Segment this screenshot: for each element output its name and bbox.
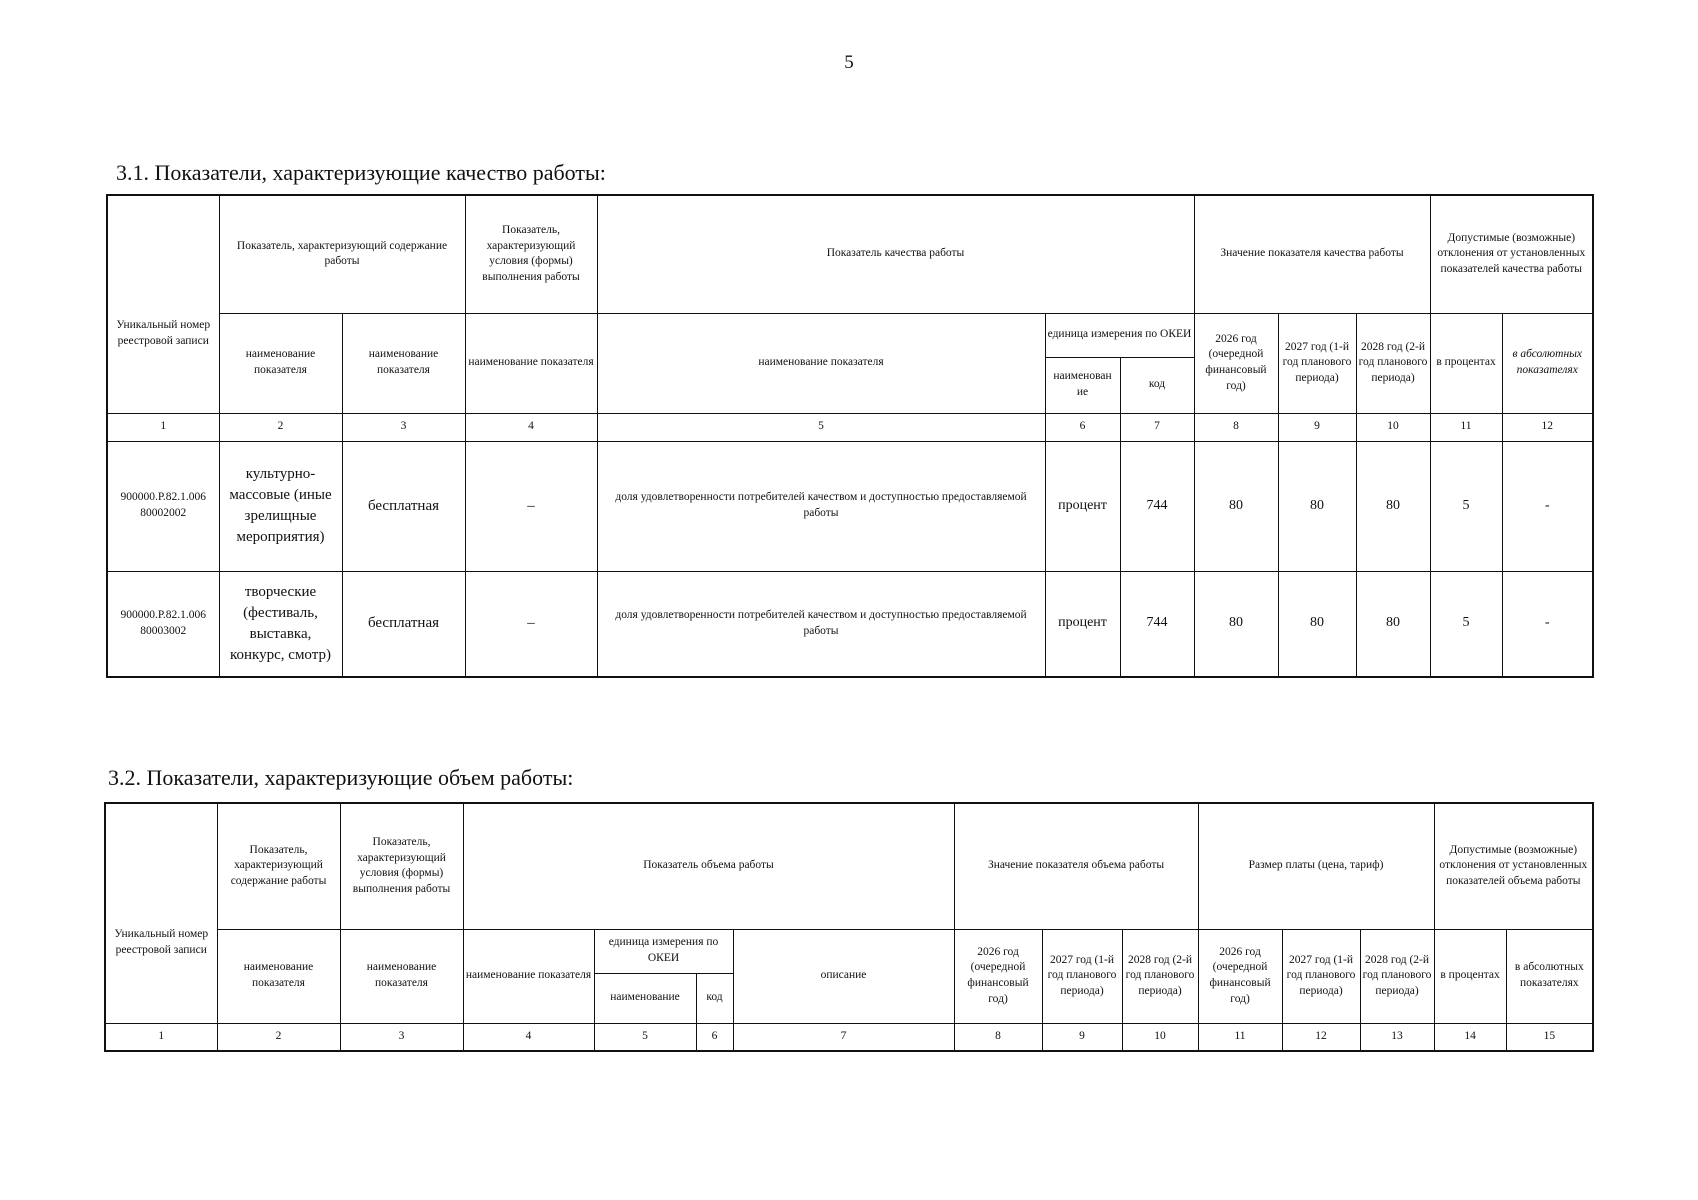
header-deviation-group: Допустимые (возможные) отклонения от установленных показателей качества работы [1430, 195, 1593, 313]
header-deviation-group: Допустимые (возможные) отклонения от установленных показателей объема работы [1434, 803, 1593, 929]
content-indicator-2: бесплатная [342, 441, 465, 571]
header-registry-number: Уникальный номер реестровой записи [105, 803, 217, 1023]
unit-code: 744 [1120, 571, 1194, 677]
column-number: 6 [1045, 413, 1120, 441]
volume-indicators-table [104, 802, 1594, 1052]
column-number: 11 [1198, 1023, 1282, 1051]
header-volume-group: Показатель объема работы [463, 803, 954, 929]
column-number: 10 [1122, 1023, 1198, 1051]
header-value-group: Значение показателя качества работы [1194, 195, 1430, 313]
column-number: 8 [954, 1023, 1042, 1051]
column-number: 14 [1434, 1023, 1506, 1051]
header-col9: 2027 год (1-й год планового периода) [1278, 313, 1356, 413]
registry-number: 900000.Р.82.1.006 80002002 [107, 441, 219, 571]
header-col4: наименование показателя [463, 929, 594, 1023]
quality-indicators-table [106, 194, 1594, 678]
value-2026: 80 [1194, 441, 1278, 571]
content-indicator-2: бесплатная [342, 571, 465, 677]
header-col12: 2027 год (1-й год планового периода) [1282, 929, 1360, 1023]
registry-number: 900000.Р.82.1.006 80003002 [107, 571, 219, 677]
condition-indicator: – [465, 441, 597, 571]
column-number: 15 [1506, 1023, 1593, 1051]
column-number: 7 [733, 1023, 954, 1051]
condition-indicator: – [465, 571, 597, 677]
header-content-group: Показатель, характеризующий содержание работы [219, 195, 465, 313]
value-2028: 80 [1356, 441, 1430, 571]
header-col8: 2026 год (очередной финансовый год) [1194, 313, 1278, 413]
deviation-absolute: - [1502, 571, 1593, 677]
column-number: 3 [342, 413, 465, 441]
header-col3: наименование показателя [342, 313, 465, 413]
column-number: 5 [594, 1023, 696, 1051]
content-indicator: культурно-массовые (иные зрелищные мероприятия) [219, 441, 342, 571]
value-2028: 80 [1356, 571, 1430, 677]
header-col13: 2028 год (2-й год планового периода) [1360, 929, 1434, 1023]
deviation-absolute: - [1502, 441, 1593, 571]
header-col11: в процентах [1430, 313, 1502, 413]
header-col12: в абсолютных показателях [1502, 313, 1593, 413]
header-conditions-group: Показатель, характеризующий условия (формы) выполнения работы [465, 195, 597, 313]
table-row [107, 571, 1593, 677]
content-indicator: творческие (фестиваль, выставка, конкурс, смотр) [219, 571, 342, 677]
column-number: 13 [1360, 1023, 1434, 1051]
header-value-group: Значение показателя объема работы [954, 803, 1198, 929]
header-price-group: Размер платы (цена, тариф) [1198, 803, 1434, 929]
section-title-quality: 3.1. Показатели, характеризующие качество работы: [116, 160, 606, 185]
header-col3: наименование показателя [340, 929, 463, 1023]
deviation-percent: 5 [1430, 441, 1502, 571]
header-col2: наименование показателя [219, 313, 342, 413]
column-number: 1 [105, 1023, 217, 1051]
header-col7: описание [733, 929, 954, 1023]
column-number: 1 [107, 413, 219, 441]
column-number: 8 [1194, 413, 1278, 441]
header-col6: код [696, 973, 733, 1023]
header-col5: наименование [594, 973, 696, 1023]
header-okei: единица измерения по ОКЕИ [1045, 313, 1194, 357]
header-col8: 2026 год (очередной финансовый год) [954, 929, 1042, 1023]
deviation-percent: 5 [1430, 571, 1502, 677]
header-col5: наименование показателя [597, 313, 1045, 413]
header-col14: в процентах [1434, 929, 1506, 1023]
column-number: 6 [696, 1023, 733, 1051]
header-col15: в абсолютных показателях [1506, 929, 1593, 1023]
header-col7: код [1120, 357, 1194, 413]
value-2027: 80 [1278, 441, 1356, 571]
header-content-group: Показатель, характеризующий содержание работы [217, 803, 340, 929]
column-number: 4 [463, 1023, 594, 1051]
header-registry-number: Уникальный номер реестровой записи [107, 195, 219, 413]
value-2026: 80 [1194, 571, 1278, 677]
header-col10: 2028 год (2-й год планового периода) [1356, 313, 1430, 413]
header-okei: единица измерения по ОКЕИ [594, 929, 733, 973]
header-conditions-group: Показатель, характеризующий условия (формы) выполнения работы [340, 803, 463, 929]
header-col6: наименован ие [1045, 357, 1120, 413]
header-col2: наименование показателя [217, 929, 340, 1023]
page-number: 5 [844, 52, 854, 73]
column-number: 3 [340, 1023, 463, 1051]
unit-name: процент [1045, 441, 1120, 571]
column-number: 2 [219, 413, 342, 441]
section-title-volume: 3.2. Показатели, характеризующие объем работы: [108, 765, 574, 790]
column-number: 4 [465, 413, 597, 441]
column-number: 9 [1042, 1023, 1122, 1051]
header-col4: наименование показателя [465, 313, 597, 413]
table-row [107, 441, 1593, 571]
quality-indicator-name: доля удовлетворенности потребителей качеством и доступностью предоставляемой работы [597, 441, 1045, 571]
column-number: 11 [1430, 413, 1502, 441]
column-number: 12 [1502, 413, 1593, 441]
column-number: 9 [1278, 413, 1356, 441]
value-2027: 80 [1278, 571, 1356, 677]
unit-code: 744 [1120, 441, 1194, 571]
header-col9: 2027 год (1-й год планового периода) [1042, 929, 1122, 1023]
column-number: 5 [597, 413, 1045, 441]
column-number: 12 [1282, 1023, 1360, 1051]
column-number: 7 [1120, 413, 1194, 441]
column-number: 2 [217, 1023, 340, 1051]
quality-indicator-name: доля удовлетворенности потребителей качеством и доступностью предоставляемой работы [597, 571, 1045, 677]
header-quality-group: Показатель качества работы [597, 195, 1194, 313]
column-number: 10 [1356, 413, 1430, 441]
unit-name: процент [1045, 571, 1120, 677]
header-col11: 2026 год (очередной финансовый год) [1198, 929, 1282, 1023]
header-col10: 2028 год (2-й год планового периода) [1122, 929, 1198, 1023]
